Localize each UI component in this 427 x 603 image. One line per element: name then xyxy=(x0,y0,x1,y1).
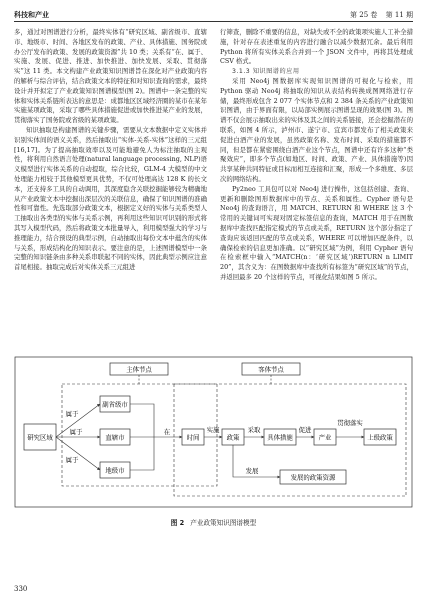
node-superior-policy-label: 上级政策 xyxy=(367,433,393,442)
node-policy-resources-label: 发展的政策资源 xyxy=(290,473,336,482)
left-column xyxy=(14,28,207,273)
edge-label-belong-1: 属于 xyxy=(65,410,79,418)
figure-caption xyxy=(0,517,427,527)
paragraph: 采用 Neo4j 图数据库实现知识图谱的可视化与检索，用 Python 驱动 Neo4j 将抽取的知识从表结构转换成图网络进行存储，最终形成包含 2 077 个实体节点和 2 384 条关系的产业政策知识图谱，由于界面有限，以局部实例展示图谱呈现的效果(图 3)。图谱不仅会展示抽取出来的实体及其之间的关系链接，还会挖掘潜在的联系，如图 4 所示，泸州市、遂宁市、宜宾市都发布了相关政策来促进白酒产业的发展，虽然政策名称、发布时间、采取的措施都不同，但是都在紧密围绕白酒产业这个节点，图谱中还有许多这种“类聚效应”，即多个节点(如地区、时间、政策、产业、具体措施等)因共享某种共同特征或目标而相互连接和汇聚，形成一个多维度、多层次的网络结构。 xyxy=(220,76,413,183)
edge-label-belong-3: 属于 xyxy=(65,456,79,464)
issue-label: 第 11 期 xyxy=(385,11,413,19)
node-time-label: 时间 xyxy=(186,433,200,442)
edge-label-develop: 发展 xyxy=(245,467,259,475)
node-municipality-label: 直辖市 xyxy=(105,433,125,442)
right-column xyxy=(220,28,413,283)
figure-2 xyxy=(14,356,413,508)
paragraph: 行筛查，删除不重要的信息，对缺失或不全的政策项实施人工补全措施，针对存在表述重复的内容进行融合以减少数据冗余。最后利用 Python 将所有实体关系合并到一个 JSON 文件中，再将其处理成 CSV 格式。 xyxy=(220,28,413,66)
paragraph: 多，通过对图谱进行分析，最终实体有“研究区域、副省级市、直辖市、地级市、时间、各地区发布的政策、产业、具体措施、国务院或办公厅发布的政策、发展的政策资源”共 10 类；关系有“在、属于、实施、发展、促进、推进、加快推进、加快发展、采取、贯彻落实”这 11 类。本文构建产业政策知识图谱旨在深化对产业政策内容的解析与综合评估，结合政策文本的特征和对知识查询的需求，最终设计并开拟定了产业政策知识图谱模型(图 2)。图谱中一条完整的实体和实体关系链所表达的意思是：成都地区区域经济圈的某市在某年实施某项政策，采取了哪些具体措施促进或加快推进某产业的发展，贯彻落实了国务院或省级的某项政策。 xyxy=(14,28,207,125)
edge-label-carry-out: 贯彻落实 xyxy=(337,419,363,427)
edge-label-promote: 促进 xyxy=(298,426,312,434)
subsection-heading: 3.1.3 知识图谱的应用 xyxy=(232,68,300,76)
node-industry-label: 产业 xyxy=(318,433,332,442)
figure-caption-text: 产业政策知识图谱模型 xyxy=(190,519,257,527)
node-prefecture-label: 地级市 xyxy=(105,466,125,475)
policy-kg-model-diagram xyxy=(14,356,413,508)
edge-label-in: 在 xyxy=(163,428,171,436)
node-research-area-label: 研究区域 xyxy=(27,433,53,442)
paragraph: Py2neo 工具包可以对 Neo4j 进行操作，这包括创建、查询、更新和删除图形数据库中的节点、关系和属性。Cypher 语句是 Neo4j 的查询语言，用 MATCH、RETURN 和 WHERE 这 3 个常用的关键词可实现对固定标签信息的查询，MATCH 用于在图数据库中查找匹配指定模式的节点或关系，RETURN 这个部分指定了查询应该返回匹配的节点或关系，WHERE 可以增加匹配条件，以确保检索的信息更加准确。以“研究区域”为例，利用 Cypher 语句在检索框中输入“MATCH(n：‘研究区域’)RETURN n LIMIT 20”，其含义为：在图数据库中查找所有标签为“研究区域”的节点，并返回最多 20 个这样的节点，可视化结果如图 5 所示。 xyxy=(220,184,413,281)
node-policy-label: 政策 xyxy=(226,433,240,442)
running-header xyxy=(14,9,413,22)
subject-group-label: 主体节点 xyxy=(126,365,152,374)
node-sub-provincial-label: 副省级市 xyxy=(102,400,128,409)
edge-label-adopt: 采取 xyxy=(247,426,261,434)
edge-label-belong-2: 属于 xyxy=(69,428,83,436)
volume-issue xyxy=(344,9,413,21)
edge-label-implement: 实施 xyxy=(206,426,220,434)
figure-caption-number: 图 2 xyxy=(170,519,185,527)
volume-label: 第 25 卷 xyxy=(350,11,378,19)
paragraph: 知识抽取是构建图谱的关键步骤，需要从文本数据中定义实体并识别实体间的语义关系，然后抽取出“实体-关系-实体”这样的三元组[16,17]。为了提高抽取效率以及可能地避免人为标注抽取的主观性，将利用自然语言处理(natural language processing, NLP)语义模型进行实体关系的自动提取，综合比较，GLM-4 大模型的中文处理能力相较于其他模型更具优势，不仅可处理高达 128 K 的长文本，还支持多工具的自动调用，其深度隐含关联挖掘能够较为精确地从产业政策文本中挖掘出深层次的关联信息，确保了知识图谱的准确性和可靠性。先选取部分政策文本，根据定义好的实体与关系类型人工抽取出各类型的实体与关系示例，再利用这些知识可识别的形式将其写入模型代码，然后将政策文本批量导入，利用模型强大的学习与推理能力，结合预设的典型示例，自动抽取出每份文本中蕴含的实体与关系，形成结构化的知识表示。要注意的是，上述图谱模型中一条完整的知识链条由多种关系串联起不同的实体，因此典型示例应注意首尾相接。抽取完成后对实体关系三元组进 xyxy=(14,125,207,272)
page-number: 330 xyxy=(14,585,28,593)
object-group-label: 客体节点 xyxy=(258,365,284,374)
journal-name: 科技和产业 xyxy=(14,10,49,19)
node-measures-label: 具体措施 xyxy=(267,433,293,442)
